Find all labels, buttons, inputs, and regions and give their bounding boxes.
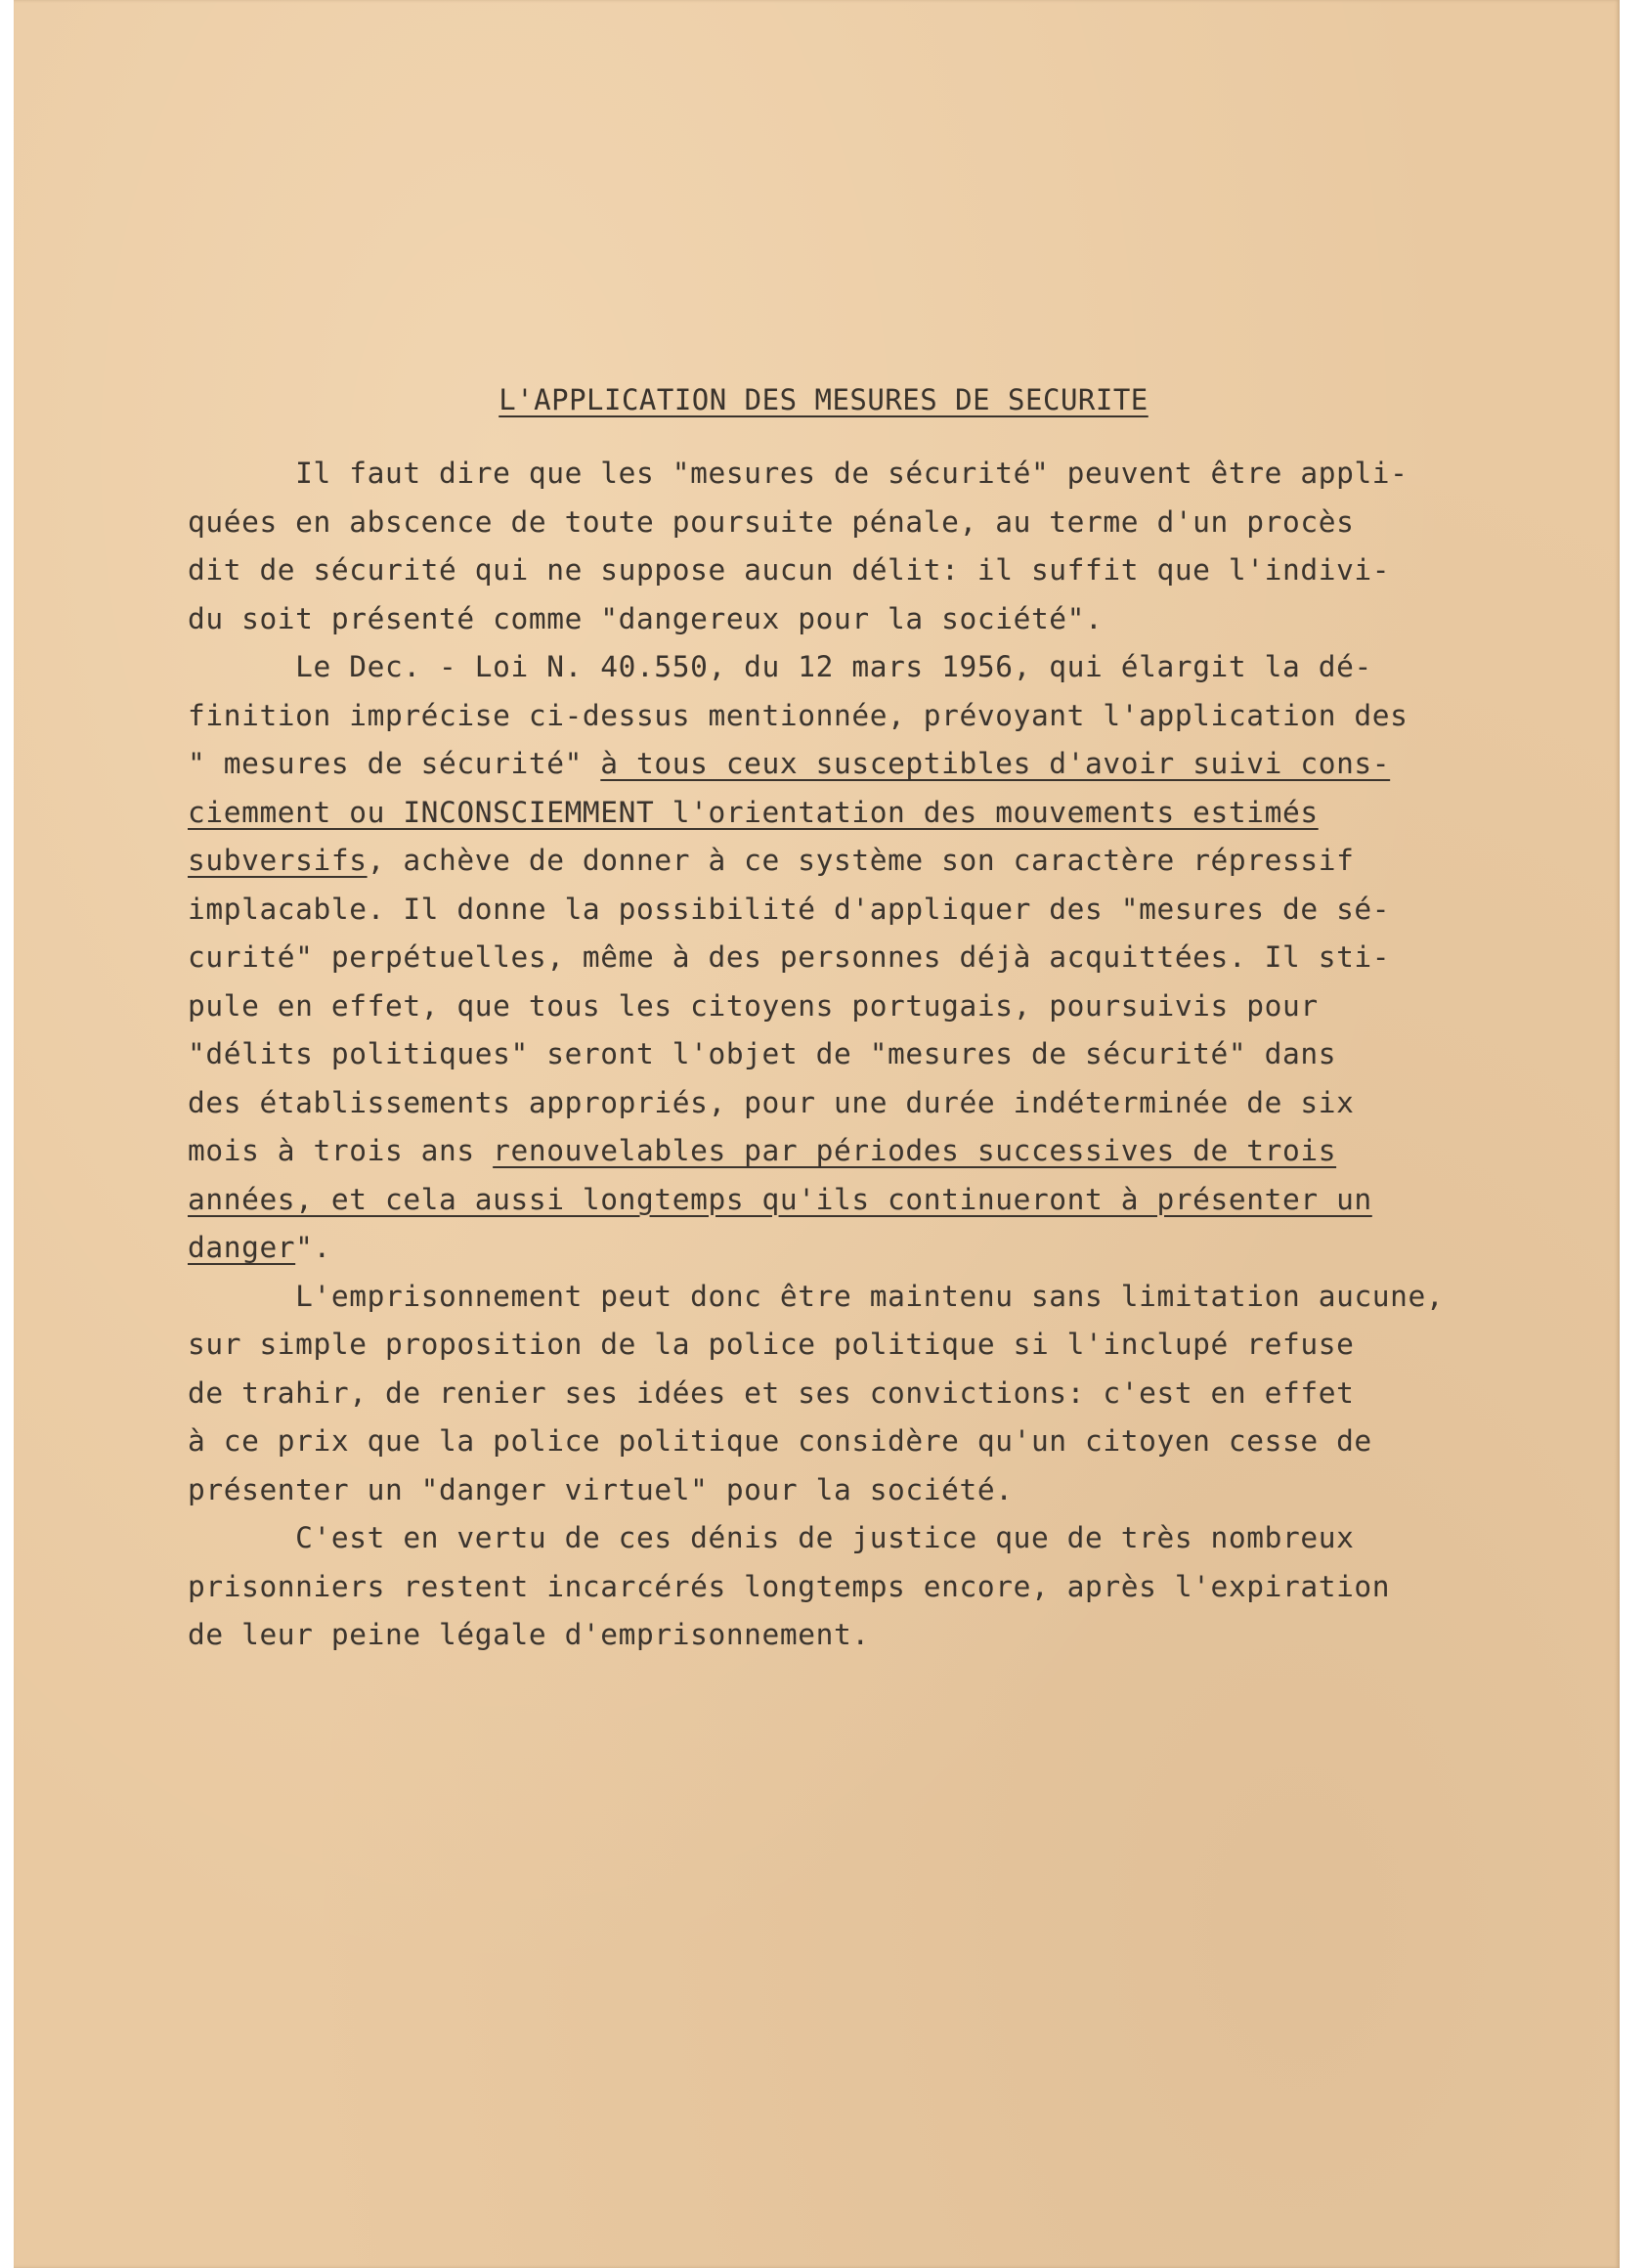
text-line [188, 1176, 1576, 1225]
line-text: quées en abscence de toute poursuite pénale, au terme d'un procès [188, 504, 1355, 539]
text-line [188, 789, 1576, 838]
page-title [0, 383, 1647, 416]
text-line [188, 595, 1576, 644]
text-line [188, 450, 1576, 499]
text-line [188, 886, 1576, 935]
line-text: "délits politiques" seront l'objet de "mesures de sécurité" dans [188, 1037, 1337, 1070]
text-line [188, 1466, 1576, 1515]
scan-margin [1620, 0, 1647, 2268]
line-text: curité" perpétuelles, même à des personnes déjà acquittées. Il sti- [188, 940, 1391, 974]
line-text: C'est en vertu de ces dénis de justice que de très nombreux [295, 1521, 1355, 1554]
text-line [188, 1273, 1576, 1322]
line-text: L'emprisonnement peut donc être maintenu sans limitation aucune, [295, 1279, 1445, 1313]
text-line [188, 1370, 1576, 1418]
line-text: sur simple proposition de la police politique si l'inclupé refuse [188, 1328, 1355, 1361]
line-text: implacable. Il donne la possibilité d'appliquer des "mesures de sé- [188, 892, 1391, 926]
text-line [188, 643, 1576, 692]
text-line [188, 692, 1576, 741]
text-line [188, 837, 1576, 886]
text-line [188, 740, 1576, 789]
text-line [188, 934, 1576, 982]
text-line [188, 499, 1576, 547]
underlined-text: renouvelables par périodes successives de trois [493, 1134, 1337, 1167]
line-text: prisonniers restent incarcérés longtemps encore, après l'expiration [188, 1569, 1391, 1603]
underlined-text: ciemment ou INCONSCIEMMENT l'orientation des mouvements estimés [188, 795, 1319, 829]
text-line [188, 982, 1576, 1031]
line-text: de leur peine légale d'emprisonnement. [188, 1618, 870, 1651]
line-text: présenter un "danger virtuel" pour la société. [188, 1472, 1014, 1506]
line-text: pule en effet, que tous les citoyens portugais, poursuivis pour [188, 988, 1319, 1023]
text-line [188, 1563, 1576, 1612]
line-text: , achève de donner à ce système son caractère répressif [367, 844, 1355, 877]
text-line [188, 1030, 1576, 1079]
text-line [188, 1321, 1576, 1370]
text-line [188, 1224, 1576, 1273]
document-body [188, 450, 1576, 1660]
text-line [188, 1079, 1576, 1128]
line-text: du soit présenté comme "dangereux pour la société". [188, 601, 1104, 635]
text-line [188, 1514, 1576, 1563]
underlined-text: subversifs [188, 844, 368, 877]
underlined-text: à tous ceux susceptibles d'avoir suivi cons- [600, 747, 1391, 780]
text-line [188, 546, 1576, 595]
line-text: Il faut dire que les "mesures de sécurité" peuvent être appli- [295, 457, 1409, 490]
line-text: Le Dec. - Loi N. 40.550, du 12 mars 1956, qui élargit la dé- [295, 650, 1372, 683]
line-text: ". [295, 1231, 331, 1264]
line-text: " mesures de sécurité" [188, 747, 601, 780]
underlined-text: danger [188, 1231, 296, 1264]
line-text: mois à trois ans [188, 1134, 494, 1167]
page-title-text: L'APPLICATION DES MESURES DE SECURITE [498, 383, 1149, 416]
line-text: dit de sécurité qui ne suppose aucun délit: il suffit que l'indivi- [188, 553, 1391, 587]
text-line [188, 1127, 1576, 1176]
text-line [188, 1611, 1576, 1660]
line-text: finition imprécise ci-dessus mentionnée, prévoyant l'application des [188, 698, 1409, 732]
text-line [188, 1418, 1576, 1466]
line-text: de trahir, de renier ses idées et ses convictions: c'est en effet [188, 1375, 1355, 1410]
line-text: à ce prix que la police politique considère qu'un citoyen cesse de [188, 1424, 1372, 1458]
underlined-text: années, et cela aussi longtemps qu'ils continueront à présenter un [188, 1182, 1372, 1216]
line-text: des établissements appropriés, pour une durée indéterminée de six [188, 1085, 1355, 1119]
